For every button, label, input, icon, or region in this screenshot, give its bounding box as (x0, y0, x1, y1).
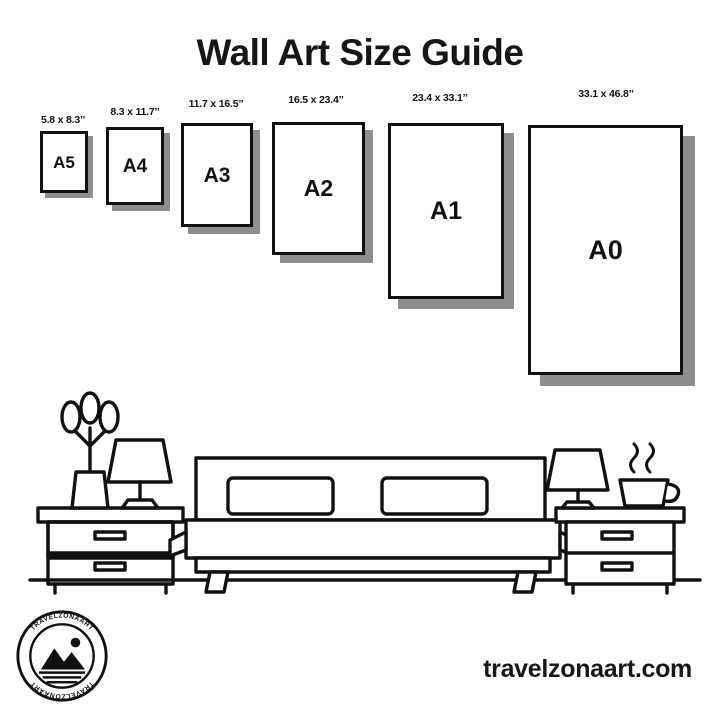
frame-dimension-a1: 23.4 x 33.1’’ (412, 92, 468, 104)
frame-dimension-a2: 16.5 x 23.4’’ (288, 94, 344, 106)
frame-box-a3[interactable] (181, 123, 253, 227)
frame-label-a0: A0 (588, 234, 623, 265)
logo-text-bottom: TRAVELZONAART (29, 679, 95, 700)
brand-logo[interactable] (14, 608, 110, 704)
right-nightstand (556, 508, 684, 593)
frame-box-a1[interactable] (388, 123, 504, 299)
plant-vase (62, 393, 118, 508)
left-table-lamp (108, 440, 171, 508)
frame-label-a1: A1 (430, 196, 462, 225)
coffee-cup (620, 444, 679, 506)
frame-dimension-a0: 33.1 x 46.8’’ (578, 88, 634, 100)
logo-mountain-icon (39, 638, 85, 684)
page-title: Wall Art Size Guide (196, 32, 524, 73)
frame-box-a0[interactable] (528, 125, 683, 375)
bed (170, 458, 576, 592)
frame-box-a4[interactable] (106, 127, 164, 205)
frame-dimension-a3: 11.7 x 16.5’’ (188, 98, 244, 110)
frame-dimension-a4: 8.3 x 11.7’’ (110, 106, 160, 118)
frame-label-a5: A5 (53, 152, 75, 172)
frame-box-a5[interactable] (40, 131, 88, 193)
frame-box-a2[interactable] (272, 122, 365, 255)
frame-label-a2: A2 (303, 175, 334, 201)
frame-label-a4: A4 (122, 155, 148, 177)
right-table-lamp (547, 450, 608, 508)
logo-text-top: TRAVELZONAART (29, 612, 95, 633)
frame-label-a3: A3 (203, 163, 231, 187)
frame-dimension-a5: 5.8 x 8.3’’ (40, 114, 86, 126)
bedroom-scene (0, 380, 720, 610)
website-url[interactable]: travelzonaart.com (483, 655, 692, 683)
